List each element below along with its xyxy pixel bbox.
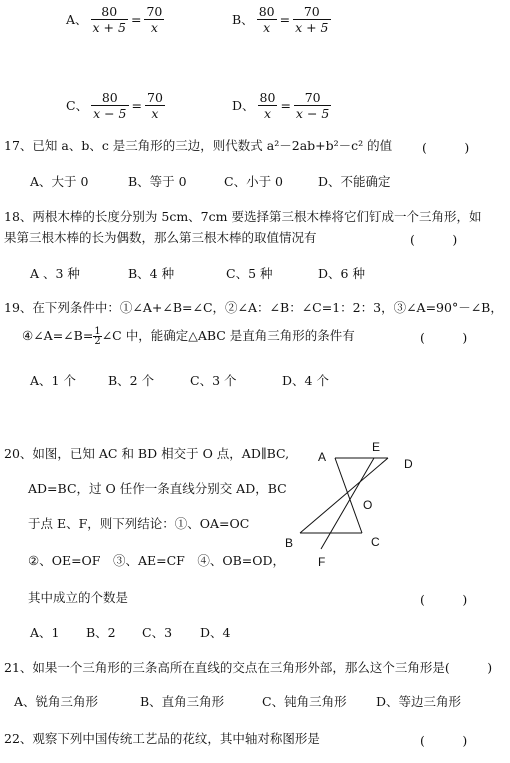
q19-condition-4-start: ④∠A=∠B=	[22, 328, 94, 343]
q21-option-a[interactable]: A、锐角三角形	[14, 694, 99, 709]
q20-stem-line5: 其中成立的个数是	[28, 590, 129, 605]
q21-option-c[interactable]: C、钝角三角形	[262, 694, 347, 709]
point-label-f: F	[318, 555, 326, 569]
fraction: $\frac{80}{x - 5}$	[93, 90, 127, 121]
q17-stem: 17、已知 a、b、c 是三角形的三边，则代数式 a²－2ab+b²－c² 的值	[4, 138, 393, 153]
fraction: $\frac{70}{x}$	[146, 4, 163, 35]
equals-sign: =	[131, 97, 142, 113]
q17-option-c[interactable]: C、小于 0	[224, 174, 283, 189]
q20-stem-line2: AD=BC，过 O 任作一条直线分别交 AD，BC	[28, 481, 287, 496]
q21-option-d[interactable]: D、等边三角形	[376, 694, 462, 709]
q18-answer-paren[interactable]: ( )	[410, 232, 458, 247]
fraction: $\frac{80}{x}$	[259, 90, 276, 121]
q16-option-b[interactable]	[232, 4, 331, 35]
q16-option-a[interactable]	[66, 4, 164, 35]
q18-option-d[interactable]: D、6 种	[318, 266, 365, 281]
q18-option-c[interactable]: C、5 种	[226, 266, 273, 281]
q19-stem-line2	[22, 327, 355, 346]
point-label-a: A	[318, 450, 327, 464]
equals-sign: =	[130, 11, 142, 27]
option-label: B、	[232, 11, 254, 27]
q19-option-d[interactable]: D、4 个	[282, 373, 329, 388]
q18-stem-line1: 18、两根木棒的长度分别为 5cm、7cm 要选择第三根木棒将它们钉成一个三角形，如	[4, 209, 482, 224]
q20-stem-line4: ②、OE=OF ③、AE=CF ④、OB=OD，	[28, 553, 286, 568]
q19-option-a[interactable]: A、1 个	[30, 373, 76, 388]
q19-stem-line1: 19、在下列条件中：①∠A+∠B=∠C，②∠A：∠B：∠C=1：2：3，③∠A=90°－∠B，	[4, 300, 503, 315]
segment-bd	[300, 458, 388, 533]
q17-option-b[interactable]: B、等于 0	[128, 174, 187, 189]
q17-option-a[interactable]: A、大于 0	[30, 174, 89, 189]
q16-option-c[interactable]	[66, 90, 165, 121]
point-label-e: E	[372, 440, 381, 454]
fraction: $\frac{80}{x}$	[258, 4, 275, 35]
q20-option-c[interactable]: C、3	[142, 625, 173, 640]
equals-sign: =	[279, 11, 291, 27]
q20-option-a[interactable]: A、1	[30, 625, 60, 640]
q20-stem-line1: 20、如图，已知 AC 和 BD 相交于 O 点，AD∥BC,	[4, 446, 290, 461]
fraction: $\frac{70}{x}$	[147, 90, 163, 121]
q21-option-b[interactable]: B、直角三角形	[140, 694, 225, 709]
option-label: A、	[66, 11, 88, 27]
fraction: $\frac{80}{x + 5}$	[92, 4, 126, 35]
fraction: $\frac{70}{x + 5}$	[295, 4, 329, 35]
option-label: D、	[232, 97, 255, 113]
fraction-one-half: $\frac{1}{2}$	[94, 326, 101, 347]
option-label: C、	[66, 97, 89, 113]
q21-stem: 21、如果一个三角形的三条高所在直线的交点在三角形外部，那么这个三角形是( )	[4, 660, 493, 675]
q19-option-c[interactable]: C、3 个	[190, 373, 237, 388]
point-label-c: C	[371, 535, 380, 549]
q19-answer-paren[interactable]: ( )	[420, 330, 468, 345]
equals-sign: =	[280, 97, 291, 113]
q20-stem-line3: 于点 E、F，则下列结论：①、OA=OC	[28, 516, 250, 531]
q19-condition-4-end: ∠C 中，能确定△ABC 是直角三角形的条件有	[101, 328, 355, 343]
point-label-o: O	[363, 498, 373, 512]
fraction: $\frac{70}{x - 5}$	[295, 90, 330, 121]
q20-option-d[interactable]: D、4	[200, 625, 231, 640]
point-label-d: D	[404, 457, 413, 471]
q22-stem: 22、观察下列中国传统工艺品的花纹，其中轴对称图形是	[4, 731, 320, 746]
q16-option-d[interactable]	[232, 90, 331, 121]
q17-option-d[interactable]: D、不能确定	[318, 174, 391, 189]
q20-geometry-figure	[280, 432, 420, 572]
q18-stem-line2: 果第三根木棒的长为偶数，那么第三根木棒的取值情况有	[4, 230, 317, 245]
q17-answer-paren[interactable]: ( )	[422, 140, 470, 155]
q19-option-b[interactable]: B、2 个	[108, 373, 155, 388]
q18-option-b[interactable]: B、4 种	[128, 266, 175, 281]
q22-answer-paren[interactable]: ( )	[420, 733, 468, 748]
segment-ac	[335, 458, 362, 533]
q20-answer-paren[interactable]: ( )	[420, 592, 468, 607]
q18-option-a[interactable]: A 、3 种	[30, 266, 80, 281]
point-label-b: B	[285, 536, 294, 550]
q20-option-b[interactable]: B、2	[86, 625, 116, 640]
